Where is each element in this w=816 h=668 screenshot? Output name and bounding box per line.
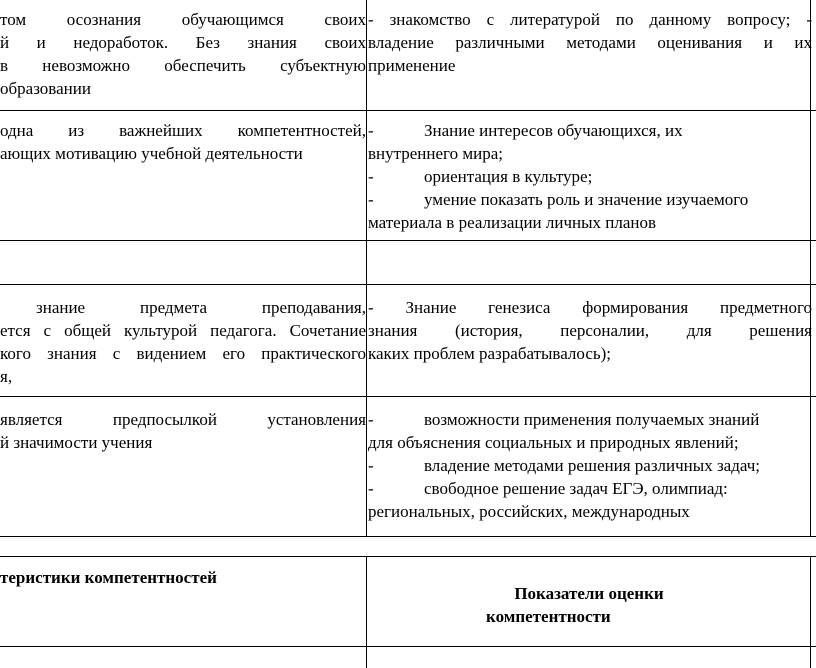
row-3-description — [0, 296, 366, 388]
list-item-continuation: для объяснения социальных и природных явлений; — [368, 433, 739, 452]
list-item-text: умение показать роль и значение изучаемого — [424, 190, 749, 209]
text-line: ающих мотивацию учебной деятельности — [0, 144, 303, 163]
table-bottom-border — [0, 536, 816, 537]
list-item-continuation: региональных, российских, международных — [368, 502, 690, 521]
text-line: я, — [0, 367, 13, 386]
list-item-text: Знание интересов обучающихся, их — [424, 121, 683, 140]
header-label-line: Показатели оценки — [514, 584, 664, 603]
row-1-description — [0, 8, 366, 100]
text-line: том осознания обучающимся своих — [0, 10, 366, 29]
text-line: знание предмета преподавания, — [36, 298, 366, 317]
row-2-description — [0, 119, 366, 165]
row-divider — [0, 110, 816, 111]
text-line: - Знание генезиса формирования предметного — [368, 298, 812, 317]
row-4-indicators — [368, 408, 812, 523]
list-dash: - — [368, 479, 374, 498]
list-item — [368, 408, 812, 431]
list-item-text: владение методами решения различных задач; — [424, 456, 760, 475]
list-item — [368, 165, 812, 188]
list-item — [368, 454, 812, 477]
list-item-text: свободное решение задач ЕГЭ, олимпиад: — [424, 479, 728, 498]
column-divider — [366, 0, 367, 537]
list-dash: - — [368, 121, 374, 140]
text-line: одна из важнейших компетентностей, — [0, 121, 366, 140]
row-divider — [0, 396, 816, 397]
text-line: каких проблем разрабатывалось); — [368, 344, 612, 363]
row-divider — [0, 240, 816, 241]
column-divider — [366, 556, 367, 668]
text-line: - знакомство с литературой по данному вопросу; - — [368, 10, 812, 29]
text-line: в невозможно обеспечить субъектную — [0, 56, 366, 75]
list-item-continuation: внутреннего мира; — [368, 144, 503, 163]
row-1-indicators — [368, 8, 812, 77]
text-line: й и недоработок. Без знания своих — [0, 33, 366, 52]
text-line: ется с общей культурой педагога. Сочетание — [0, 321, 366, 340]
text-line: образовании — [0, 79, 91, 98]
row-4-description — [0, 408, 366, 454]
text-line: знания (история, персоналии, для решения — [368, 321, 812, 340]
text-line: применение — [368, 56, 456, 75]
text-line: является предпосылкой установления — [0, 410, 366, 429]
text-line: владение различными методами оценивания и их — [368, 33, 812, 52]
list-dash: - — [368, 190, 374, 209]
list-item-text: возможности применения получаемых знаний — [424, 410, 760, 429]
list-item-text: ориентация в культуре; — [424, 167, 593, 186]
header-indicators — [368, 582, 810, 605]
header-indicators-line2 — [486, 605, 786, 628]
list-dash: - — [368, 456, 374, 475]
row-divider — [0, 284, 816, 285]
header-label: теристики компетентностей — [0, 568, 217, 587]
table-right-border — [810, 556, 811, 668]
row-divider — [0, 646, 816, 647]
list-dash: - — [368, 410, 374, 429]
list-dash: - — [368, 167, 374, 186]
table-top-border — [0, 556, 816, 557]
header-characteristics — [0, 566, 366, 589]
text-line: кого знания с видением его практического — [0, 344, 366, 363]
list-item — [368, 119, 812, 142]
list-item — [368, 188, 812, 211]
row-3-indicators — [368, 296, 812, 365]
header-label-line: компетентности — [486, 607, 611, 626]
list-item — [368, 477, 812, 500]
text-line: й значимости учения — [0, 433, 153, 452]
row-2-indicators — [368, 119, 812, 234]
list-item-continuation: материала в реализации личных планов — [368, 213, 657, 232]
